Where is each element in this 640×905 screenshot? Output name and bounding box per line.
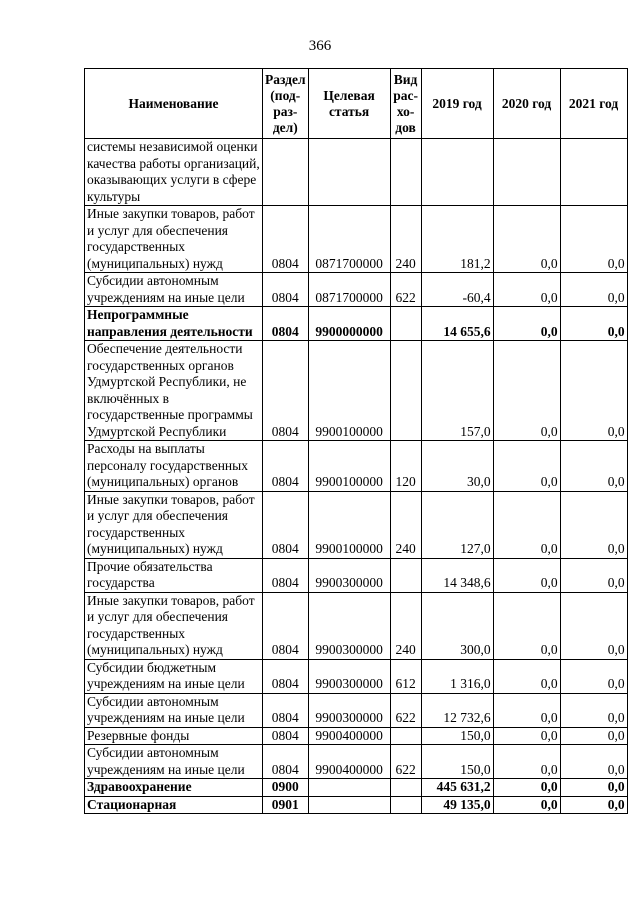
cell-y2021 [560, 139, 627, 206]
cell-exp-type: 612 [390, 659, 421, 693]
cell-section: 0804 [263, 441, 309, 492]
cell-y2020: 0,0 [493, 745, 560, 779]
cell-section: 0804 [263, 491, 309, 558]
budget-table [84, 68, 628, 814]
cell-y2020: 0,0 [493, 727, 560, 745]
cell-name: Стационарная [85, 796, 263, 814]
cell-section: 0804 [263, 592, 309, 659]
cell-name: Иные закупки товаров, работ и услуг для обеспечения государственных (муниципальных) нужд [85, 592, 263, 659]
cell-target: 9900300000 [308, 659, 390, 693]
cell-name: Субсидии бюджетным учреждениям на иные цели [85, 659, 263, 693]
table-row [85, 659, 628, 693]
cell-section: 0804 [263, 206, 309, 273]
cell-y2021: 0,0 [560, 745, 627, 779]
cell-name: Расходы на выплаты персоналу государственных (муниципальных) органов [85, 441, 263, 492]
header-section: Раздел (под-раз-дел) [263, 69, 309, 139]
cell-y2019: 12 732,6 [421, 693, 493, 727]
table-row [85, 341, 628, 441]
table-row [85, 441, 628, 492]
cell-target: 9900400000 [308, 727, 390, 745]
cell-target: 9900300000 [308, 558, 390, 592]
table-row [85, 307, 628, 341]
cell-y2021: 0,0 [560, 441, 627, 492]
cell-y2019: 1 316,0 [421, 659, 493, 693]
cell-target [308, 779, 390, 797]
header-name: Наименование [85, 69, 263, 139]
cell-target: 9900000000 [308, 307, 390, 341]
cell-y2019: 300,0 [421, 592, 493, 659]
cell-name: системы независимой оценки качества работы организаций, оказывающих услуги в сфере культуры [85, 139, 263, 206]
cell-section: 0804 [263, 693, 309, 727]
cell-y2020: 0,0 [493, 592, 560, 659]
cell-target [308, 796, 390, 814]
cell-y2019: 150,0 [421, 727, 493, 745]
cell-exp-type: 120 [390, 441, 421, 492]
header-exp-type: Вид рас-хо-дов [390, 69, 421, 139]
cell-y2020: 0,0 [493, 273, 560, 307]
cell-y2019: 150,0 [421, 745, 493, 779]
cell-y2020: 0,0 [493, 779, 560, 797]
cell-y2021: 0,0 [560, 273, 627, 307]
table-row [85, 206, 628, 273]
cell-y2021: 0,0 [560, 341, 627, 441]
cell-y2020: 0,0 [493, 796, 560, 814]
table-row [85, 796, 628, 814]
cell-name: Субсидии автономным учреждениям на иные цели [85, 693, 263, 727]
table-row [85, 779, 628, 797]
cell-target: 9900100000 [308, 441, 390, 492]
cell-y2021: 0,0 [560, 206, 627, 273]
table-row [85, 558, 628, 592]
cell-y2021: 0,0 [560, 558, 627, 592]
cell-exp-type: 622 [390, 745, 421, 779]
header-2019: 2019 год [421, 69, 493, 139]
cell-exp-type [390, 727, 421, 745]
cell-y2021: 0,0 [560, 307, 627, 341]
cell-exp-type: 240 [390, 592, 421, 659]
cell-target: 0871700000 [308, 206, 390, 273]
table-row [85, 727, 628, 745]
header-target: Целевая статья [308, 69, 390, 139]
cell-target: 9900400000 [308, 745, 390, 779]
cell-y2020: 0,0 [493, 307, 560, 341]
cell-target: 0871700000 [308, 273, 390, 307]
cell-section: 0804 [263, 341, 309, 441]
cell-y2020: 0,0 [493, 558, 560, 592]
cell-y2019: 445 631,2 [421, 779, 493, 797]
cell-y2020: 0,0 [493, 693, 560, 727]
cell-exp-type [390, 796, 421, 814]
cell-exp-type: 622 [390, 693, 421, 727]
cell-section [263, 139, 309, 206]
cell-name: Непрограммные направления деятельности [85, 307, 263, 341]
cell-exp-type: 622 [390, 273, 421, 307]
cell-name: Резервные фонды [85, 727, 263, 745]
cell-y2020: 0,0 [493, 206, 560, 273]
cell-exp-type: 240 [390, 206, 421, 273]
cell-y2019: -60,4 [421, 273, 493, 307]
cell-section: 0804 [263, 558, 309, 592]
cell-name: Обеспечение деятельности государственных органов Удмуртской Республики, не включённых в государственные программы Удмуртской Республики [85, 341, 263, 441]
cell-y2019: 14 348,6 [421, 558, 493, 592]
table-row [85, 745, 628, 779]
cell-exp-type [390, 307, 421, 341]
cell-target: 9900100000 [308, 341, 390, 441]
cell-name: Субсидии автономным учреждениям на иные цели [85, 745, 263, 779]
cell-section: 0804 [263, 745, 309, 779]
cell-target: 9900100000 [308, 491, 390, 558]
cell-y2019: 157,0 [421, 341, 493, 441]
cell-name: Иные закупки товаров, работ и услуг для обеспечения государственных (муниципальных) нужд [85, 491, 263, 558]
cell-section: 0804 [263, 659, 309, 693]
cell-target: 9900300000 [308, 693, 390, 727]
table-row [85, 491, 628, 558]
cell-y2021: 0,0 [560, 727, 627, 745]
table-row [85, 592, 628, 659]
cell-y2021: 0,0 [560, 796, 627, 814]
cell-y2019: 49 135,0 [421, 796, 493, 814]
cell-y2019: 30,0 [421, 441, 493, 492]
cell-y2020: 0,0 [493, 441, 560, 492]
cell-y2021: 0,0 [560, 491, 627, 558]
table-row [85, 139, 628, 206]
cell-exp-type [390, 139, 421, 206]
cell-y2019: 127,0 [421, 491, 493, 558]
cell-y2020: 0,0 [493, 491, 560, 558]
cell-y2020 [493, 139, 560, 206]
cell-y2019: 14 655,6 [421, 307, 493, 341]
cell-y2021: 0,0 [560, 659, 627, 693]
cell-y2021: 0,0 [560, 592, 627, 659]
cell-name: Иные закупки товаров, работ и услуг для обеспечения государственных (муниципальных) нужд [85, 206, 263, 273]
cell-exp-type: 240 [390, 491, 421, 558]
page-number: 366 [308, 38, 332, 54]
cell-name: Субсидии автономным учреждениям на иные цели [85, 273, 263, 307]
table-header-row [85, 69, 628, 139]
cell-section: 0901 [263, 796, 309, 814]
cell-y2021: 0,0 [560, 779, 627, 797]
cell-y2020: 0,0 [493, 341, 560, 441]
cell-section: 0900 [263, 779, 309, 797]
cell-y2021: 0,0 [560, 693, 627, 727]
cell-exp-type [390, 558, 421, 592]
cell-exp-type [390, 779, 421, 797]
cell-y2019: 181,2 [421, 206, 493, 273]
cell-target: 9900300000 [308, 592, 390, 659]
cell-name: Здравоохранение [85, 779, 263, 797]
header-2021: 2021 год [560, 69, 627, 139]
cell-y2019 [421, 139, 493, 206]
cell-section: 0804 [263, 273, 309, 307]
cell-exp-type [390, 341, 421, 441]
cell-y2020: 0,0 [493, 659, 560, 693]
cell-section: 0804 [263, 307, 309, 341]
cell-target [308, 139, 390, 206]
cell-section: 0804 [263, 727, 309, 745]
cell-name: Прочие обязательства государства [85, 558, 263, 592]
table-row [85, 693, 628, 727]
table-row [85, 273, 628, 307]
header-2020: 2020 год [493, 69, 560, 139]
